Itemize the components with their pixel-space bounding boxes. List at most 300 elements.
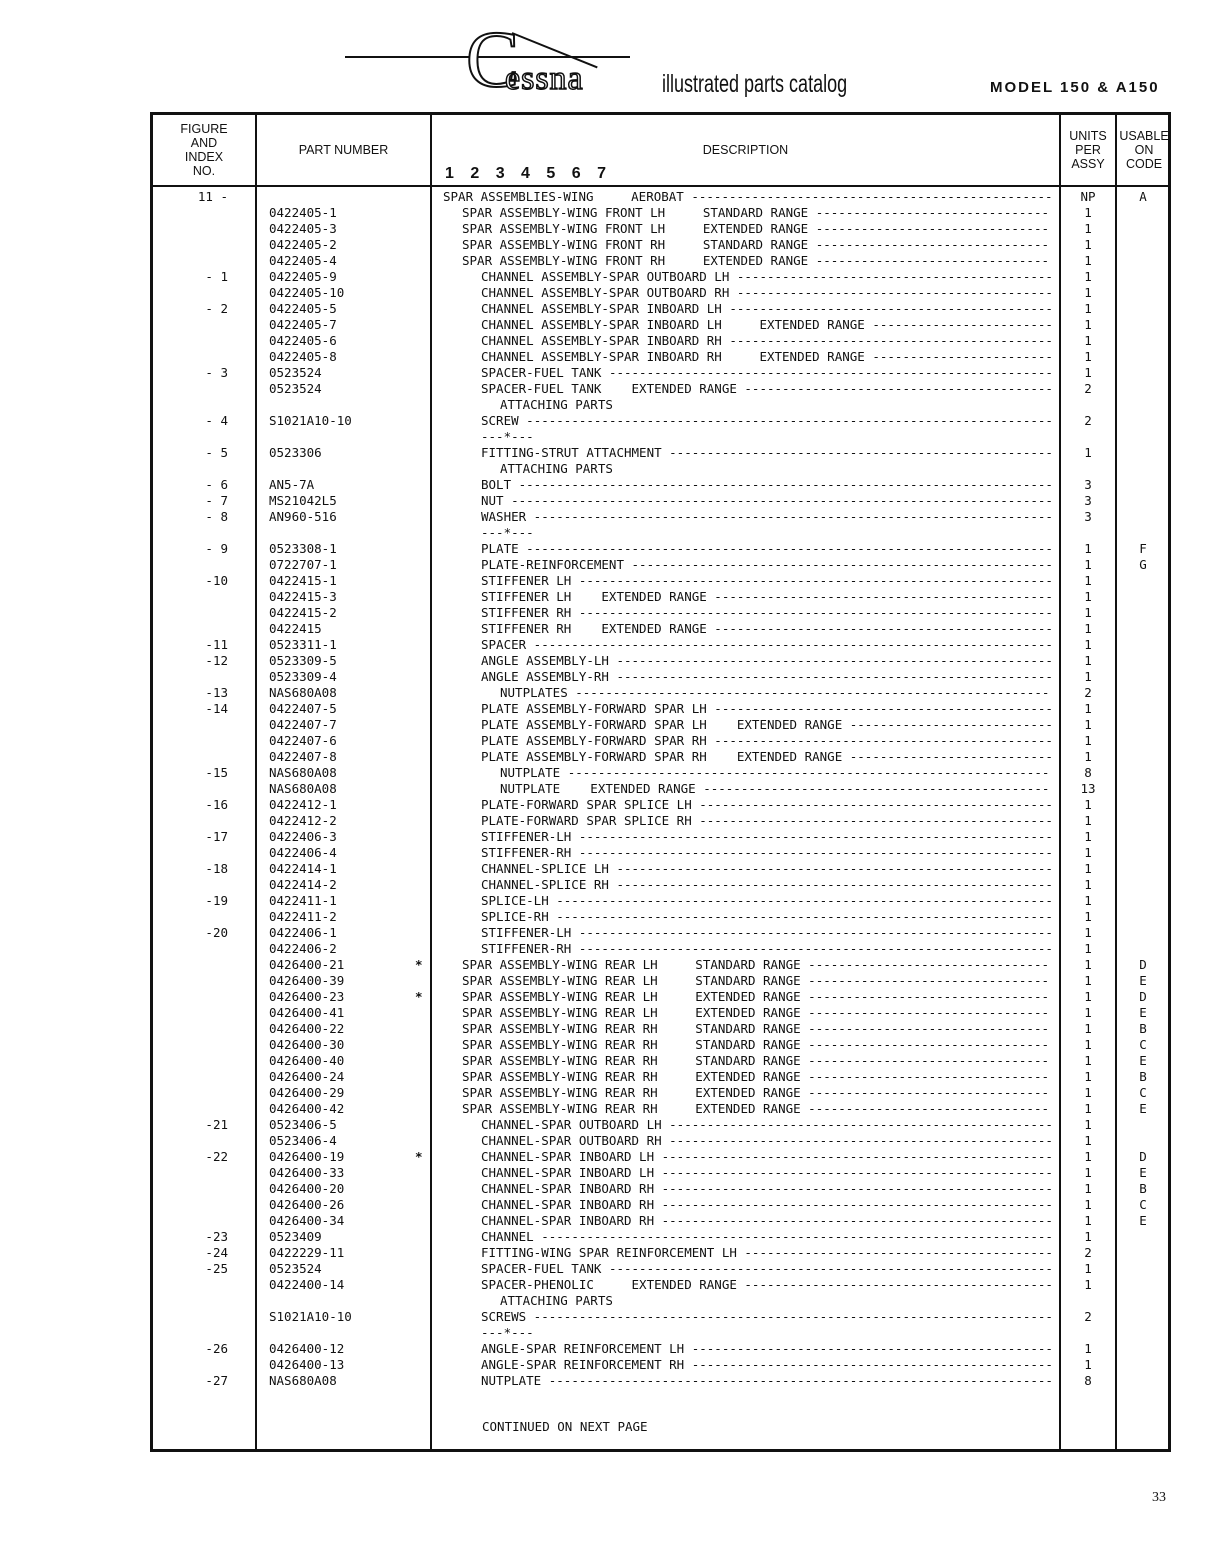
units-per-assy: 1	[1084, 1117, 1092, 1132]
description: NUTPLATE ----------------------------------------------------------------	[500, 765, 1050, 780]
units-per-assy: 2	[1084, 1245, 1092, 1260]
usable-code: A	[1139, 189, 1147, 204]
units-per-assy: 1	[1084, 637, 1092, 652]
units-per-assy: 1	[1084, 365, 1092, 380]
part-number: S1021A10-10	[269, 1309, 352, 1324]
usable-code: E	[1139, 1101, 1147, 1116]
part-number: 0422407-5	[269, 701, 337, 716]
leader-dashes: --------------------------------	[800, 1021, 1050, 1036]
description: SPAR ASSEMBLY-WING REAR LH STANDARD RANGE --------------------------------	[462, 973, 1050, 988]
leader-dashes: --------------------------------------------------------	[624, 557, 1053, 572]
revision-mark: *	[415, 989, 423, 1004]
leader-dashes: -----------------------------------------	[736, 381, 1053, 396]
leader-dashes: ----------------------------------------------	[695, 781, 1050, 796]
description: ANGLE-SPAR REINFORCEMENT LH ------------------------------------------------	[481, 1341, 1053, 1356]
leader-dashes: ---------------------------------------------	[706, 733, 1053, 748]
usable-column-header	[1117, 115, 1171, 185]
part-number: S1021A10-10	[269, 413, 352, 428]
figure-index: -20	[205, 925, 228, 940]
table-row	[153, 765, 1168, 781]
description: SCREW ----------------------------------------------------------------------	[481, 413, 1053, 428]
table-row	[153, 973, 1168, 989]
leader-dashes: -----------------------------------------------	[691, 797, 1053, 812]
figure-index: -26	[205, 1341, 228, 1356]
usable-code: F	[1139, 541, 1147, 556]
units-per-assy: 1	[1084, 1261, 1092, 1276]
units-per-assy: 2	[1084, 685, 1092, 700]
figure-index: - 4	[205, 413, 228, 428]
description: SPLICE-RH ------------------------------------------------------------------	[481, 909, 1053, 924]
part-number: 0422407-6	[269, 733, 337, 748]
units-per-assy: 1	[1084, 733, 1092, 748]
description: SPACER-PHENOLIC EXTENDED RANGE -----------------------------------------	[481, 1277, 1053, 1292]
parts-rows	[153, 189, 1168, 1389]
figure-index: - 9	[205, 541, 228, 556]
leader-dashes: -------------------------------	[808, 205, 1050, 220]
description: STIFFENER RH ---------------------------------------------------------------	[481, 605, 1053, 620]
table-row	[153, 317, 1168, 333]
table-row	[153, 605, 1168, 621]
leader-dashes: ---------------------------	[842, 749, 1053, 764]
description: SPAR ASSEMBLY-WING FRONT LH EXTENDED RANGE -------------------------------	[462, 221, 1050, 236]
description: SPACER-FUEL TANK -----------------------------------------------------------	[481, 365, 1053, 380]
description: SPAR ASSEMBLY-WING REAR RH EXTENDED RANGE --------------------------------	[462, 1101, 1050, 1116]
part-number: 0426400-34	[269, 1213, 345, 1228]
leader-dashes: ----------------------------------------------------------	[608, 669, 1053, 684]
part-number: 0422405-3	[269, 221, 337, 236]
table-row	[153, 717, 1168, 733]
leader-dashes: ----------------------------------------------------	[654, 1165, 1053, 1180]
description: WASHER ---------------------------------------------------------------------	[481, 509, 1053, 524]
table-row	[153, 1213, 1168, 1229]
leader-dashes: ----------------------------------------------------	[654, 1181, 1053, 1196]
part-number: 0426400-26	[269, 1197, 345, 1212]
part-number: NAS680A08	[269, 685, 337, 700]
table-row	[153, 1149, 1168, 1165]
part-number: 0422405-5	[269, 301, 337, 316]
revision-mark: *	[415, 957, 423, 972]
description: CHANNEL-SPLICE RH ----------------------------------------------------------	[481, 877, 1053, 892]
units-per-assy: 1	[1084, 653, 1092, 668]
description: SPAR ASSEMBLY-WING FRONT RH EXTENDED RANGE -------------------------------	[462, 253, 1050, 268]
description: CHANNEL --------------------------------------------------------------------	[481, 1229, 1053, 1244]
description: SCREWS ---------------------------------------------------------------------	[481, 1309, 1053, 1324]
table-row	[153, 957, 1168, 973]
leader-dashes: ----------------------------------------------------	[654, 1213, 1053, 1228]
table-row	[153, 877, 1168, 893]
description: NUTPLATE EXTENDED RANGE ----------------------------------------------	[500, 781, 1050, 796]
figure-index: -24	[205, 1245, 228, 1260]
part-number: 0523524	[269, 1261, 322, 1276]
description: CHANNEL-SPAR OUTBOARD LH ---------------------------------------------------	[481, 1117, 1053, 1132]
leader-dashes: -----------------------------------------------------------	[601, 365, 1053, 380]
part-number: NAS680A08	[269, 1373, 337, 1388]
table-row	[153, 253, 1168, 269]
description: ANGLE ASSEMBLY-LH ----------------------------------------------------------	[481, 653, 1053, 668]
page-header	[0, 0, 1212, 110]
leader-dashes: ---------------------------------------------------------------	[567, 685, 1050, 700]
leader-dashes: -----------------------------------------	[736, 1277, 1053, 1292]
description: FITTING-STRUT ATTACHMENT ---------------------------------------------------	[481, 445, 1053, 460]
usable-code: B	[1139, 1021, 1147, 1036]
header-text: AND	[190, 136, 218, 150]
header-text: FIGURE	[180, 122, 228, 136]
part-number: 0422405-4	[269, 253, 337, 268]
figure-index: - 6	[205, 477, 228, 492]
part-number: NAS680A08	[269, 765, 337, 780]
leader-dashes: -----------------------------------------------------------------------	[511, 477, 1053, 492]
table-row	[153, 1133, 1168, 1149]
leader-dashes: ----------------------------------------------------	[654, 1197, 1053, 1212]
description: PLATE-FORWARD SPAR SPLICE RH -----------------------------------------------	[481, 813, 1053, 828]
units-per-assy: 1	[1084, 909, 1092, 924]
units-per-assy: 1	[1084, 221, 1092, 236]
part-number: 0422415	[269, 621, 322, 636]
description: ---*---	[481, 429, 534, 444]
leader-dashes: ---------------------------------------------	[706, 589, 1053, 604]
table-row	[153, 1005, 1168, 1021]
leader-dashes: ---------------------------------------------------	[661, 445, 1053, 460]
leader-dashes: ---------------------------------------------	[706, 701, 1053, 716]
header-text: DESCRIPTION	[702, 143, 789, 157]
figure-index: -14	[205, 701, 228, 716]
description: CHANNEL-SPAR INBOARD LH ----------------------------------------------------	[481, 1165, 1053, 1180]
revision-mark: *	[415, 1149, 423, 1164]
leader-dashes: --------------------------------	[800, 1085, 1050, 1100]
table-row	[153, 1261, 1168, 1277]
table-row	[153, 797, 1168, 813]
table-row	[153, 413, 1168, 429]
usable-code: E	[1139, 1213, 1147, 1228]
figure-index: - 5	[205, 445, 228, 460]
part-number: 0422407-8	[269, 749, 337, 764]
units-per-assy: 1	[1084, 333, 1092, 348]
figure-index: 11 -	[197, 189, 228, 204]
table-row	[153, 1293, 1168, 1309]
part-number: 0426400-39	[269, 973, 345, 988]
part-number: 0426400-30	[269, 1037, 345, 1052]
leader-dashes: --------------------------------	[800, 973, 1050, 988]
leader-dashes: --------------------------------	[800, 1069, 1050, 1084]
part-number: 0422405-7	[269, 317, 337, 332]
leader-dashes: --------------------------------	[800, 1037, 1050, 1052]
units-per-assy: 1	[1084, 301, 1092, 316]
table-row	[153, 749, 1168, 765]
table-row	[153, 445, 1168, 461]
description: PLATE ASSEMBLY-FORWARD SPAR RH ---------------------------------------------	[481, 733, 1053, 748]
figure-index: -10	[205, 573, 228, 588]
leader-dashes: -----------------------------------------------------------	[601, 1261, 1053, 1276]
leader-dashes: ---------------------------------------------------------------------	[526, 1309, 1053, 1324]
page-number: 33	[1152, 1490, 1166, 1505]
table-row	[153, 1117, 1168, 1133]
table-row	[153, 989, 1168, 1005]
figure-column-header	[153, 115, 255, 185]
description: PLATE ----------------------------------------------------------------------	[481, 541, 1053, 556]
part-number: 0523311-1	[269, 637, 337, 652]
table-row	[153, 285, 1168, 301]
table-row	[153, 1229, 1168, 1245]
description: SPAR ASSEMBLY-WING REAR RH EXTENDED RANGE --------------------------------	[462, 1069, 1050, 1084]
units-per-assy: 1	[1084, 1053, 1092, 1068]
units-per-assy: 1	[1084, 877, 1092, 892]
units-per-assy: 1	[1084, 349, 1092, 364]
indent-digits: 1 2 3 4 5 6 7	[445, 165, 612, 182]
description: SPACER ---------------------------------------------------------------------	[481, 637, 1053, 652]
part-number: 0523406-5	[269, 1117, 337, 1132]
part-number: 0722707-1	[269, 557, 337, 572]
table-row	[153, 349, 1168, 365]
table-row	[153, 429, 1168, 445]
table-row	[153, 573, 1168, 589]
part-number: NAS680A08	[269, 781, 337, 796]
description: STIFFENER LH ---------------------------------------------------------------	[481, 573, 1053, 588]
table-row	[153, 1309, 1168, 1325]
usable-code: G	[1139, 557, 1147, 572]
part-number: 0422405-6	[269, 333, 337, 348]
description: ---*---	[481, 1325, 534, 1340]
usable-code: E	[1139, 973, 1147, 988]
table-row	[153, 845, 1168, 861]
units-per-assy: 1	[1084, 1277, 1092, 1292]
leader-dashes: ------------------------------------------------	[684, 1341, 1053, 1356]
table-row	[153, 477, 1168, 493]
units-per-assy: 1	[1084, 1101, 1092, 1116]
table-row	[153, 1021, 1168, 1037]
part-number: 0422406-1	[269, 925, 337, 940]
leader-dashes: ------------------------	[864, 349, 1053, 364]
table-row	[153, 1085, 1168, 1101]
part-number: 0422405-9	[269, 269, 337, 284]
description: ATTACHING PARTS	[500, 397, 613, 412]
units-per-assy: 2	[1084, 381, 1092, 396]
units-per-assy: 3	[1084, 477, 1092, 492]
units-per-assy: 1	[1084, 253, 1092, 268]
description: CHANNEL ASSEMBLY-SPAR INBOARD LH EXTENDED RANGE ------------------------	[481, 317, 1053, 332]
leader-dashes: ------------------------------------------------------------------	[548, 909, 1053, 924]
part-number: 0422406-2	[269, 941, 337, 956]
leader-dashes: ---------------------------------------------------------------	[571, 941, 1053, 956]
table-row	[153, 269, 1168, 285]
leader-dashes: --------------------------------	[800, 957, 1050, 972]
leader-dashes: ----------------------------------------------------	[654, 1149, 1053, 1164]
figure-index: -12	[205, 653, 228, 668]
part-number: 0523409	[269, 1229, 322, 1244]
part-number: 0422405-1	[269, 205, 337, 220]
part-number: 0422412-1	[269, 797, 337, 812]
description: STIFFENER-RH ---------------------------------------------------------------	[481, 845, 1053, 860]
units-per-assy: 1	[1084, 1005, 1092, 1020]
description: ATTACHING PARTS	[500, 461, 613, 476]
figure-index: -17	[205, 829, 228, 844]
description: SPAR ASSEMBLY-WING REAR LH EXTENDED RANGE --------------------------------	[462, 989, 1050, 1004]
units-per-assy: 1	[1084, 749, 1092, 764]
figure-index: - 3	[205, 365, 228, 380]
table-row	[153, 1357, 1168, 1373]
leader-dashes: ---------------------------------------------	[706, 621, 1053, 636]
units-per-assy: 1	[1084, 205, 1092, 220]
part-number: 0426400-24	[269, 1069, 345, 1084]
leader-dashes: ------------------------------------------	[729, 269, 1053, 284]
description: ANGLE-SPAR REINFORCEMENT RH ------------------------------------------------	[481, 1357, 1053, 1372]
figure-index: -18	[205, 861, 228, 876]
catalog-title: illustrated parts catalog	[662, 70, 848, 98]
table-row	[153, 1325, 1168, 1341]
units-per-assy: 1	[1084, 989, 1092, 1004]
units-per-assy: 1	[1084, 605, 1092, 620]
units-per-assy: 2	[1084, 1309, 1092, 1324]
units-per-assy: 1	[1084, 797, 1092, 812]
description: CHANNEL-SPAR INBOARD RH ----------------------------------------------------	[481, 1197, 1053, 1212]
table-row	[153, 893, 1168, 909]
part-number: 0426400-29	[269, 1085, 345, 1100]
table-row	[153, 669, 1168, 685]
description: BOLT -----------------------------------------------------------------------	[481, 477, 1053, 492]
table-row	[153, 1069, 1168, 1085]
leader-dashes: ------------------------------------------------	[684, 1357, 1053, 1372]
part-number-column-header	[257, 115, 430, 185]
table-row	[153, 205, 1168, 221]
part-number: AN5-7A	[269, 477, 315, 492]
figure-index: -27	[205, 1373, 228, 1388]
part-number: 0426400-41	[269, 1005, 345, 1020]
units-per-assy: 1	[1084, 717, 1092, 732]
part-number: 0422406-3	[269, 829, 337, 844]
figure-index: -22	[205, 1149, 228, 1164]
units-per-assy: 8	[1084, 1373, 1092, 1388]
units-per-assy: 1	[1084, 893, 1092, 908]
table-row	[153, 493, 1168, 509]
table-row	[153, 1277, 1168, 1293]
description: ATTACHING PARTS	[500, 1293, 613, 1308]
leader-dashes: --------------------------------	[800, 1101, 1050, 1116]
description: CHANNEL-SPAR OUTBOARD RH ---------------------------------------------------	[481, 1133, 1053, 1148]
table-row	[153, 189, 1168, 205]
table-row	[153, 653, 1168, 669]
description: SPAR ASSEMBLY-WING FRONT LH STANDARD RANGE -------------------------------	[462, 205, 1050, 220]
part-number: 0422229-11	[269, 1245, 345, 1260]
header-text: INDEX	[184, 150, 224, 164]
table-row	[153, 1341, 1168, 1357]
description: STIFFENER-LH ---------------------------------------------------------------	[481, 829, 1053, 844]
figure-index: -11	[205, 637, 228, 652]
part-number: 0523306	[269, 445, 322, 460]
header-text: CODE	[1125, 157, 1163, 171]
part-number: 0422414-1	[269, 861, 337, 876]
part-number: 0523524	[269, 365, 322, 380]
leader-dashes: -------------------------------------------------------------------	[541, 1373, 1053, 1388]
description: SPAR ASSEMBLY-WING REAR RH STANDARD RANGE --------------------------------	[462, 1037, 1050, 1052]
table-row	[153, 701, 1168, 717]
part-number: 0422414-2	[269, 877, 337, 892]
description: PLATE-FORWARD SPAR SPLICE LH -----------------------------------------------	[481, 797, 1053, 812]
part-number: 0523406-4	[269, 1133, 337, 1148]
part-number: 0523524	[269, 381, 322, 396]
table-row	[153, 813, 1168, 829]
description: PLATE ASSEMBLY-FORWARD SPAR RH EXTENDED RANGE ---------------------------	[481, 749, 1053, 764]
header-text: UNITS	[1069, 129, 1107, 143]
units-per-assy: 1	[1084, 1149, 1092, 1164]
leader-dashes: ----------------------------------------------------------------------	[518, 413, 1053, 428]
units-per-assy: 1	[1084, 1037, 1092, 1052]
leader-dashes: ---------------------------	[842, 717, 1053, 732]
leader-dashes: -------------------------------------------	[721, 301, 1053, 316]
units-per-assy: 1	[1084, 829, 1092, 844]
table-row	[153, 941, 1168, 957]
leader-dashes: --------------------------------	[800, 989, 1050, 1004]
leader-dashes: ----------------------------------------------------------	[608, 653, 1053, 668]
description: PLATE ASSEMBLY-FORWARD SPAR LH EXTENDED RANGE ---------------------------	[481, 717, 1053, 732]
description: SPACER-FUEL TANK -----------------------------------------------------------	[481, 1261, 1053, 1276]
description: CHANNEL ASSEMBLY-SPAR OUTBOARD RH ------------------------------------------	[481, 285, 1053, 300]
units-per-assy: 1	[1084, 941, 1092, 956]
units-per-assy: 3	[1084, 493, 1092, 508]
part-number: 0422411-1	[269, 893, 337, 908]
description: NUTPLATES ---------------------------------------------------------------	[500, 685, 1050, 700]
units-per-assy: 1	[1084, 1021, 1092, 1036]
table-row	[153, 333, 1168, 349]
leader-dashes: -------------------------------------------	[721, 333, 1053, 348]
part-number: 0422415-3	[269, 589, 337, 604]
leader-dashes: ----------------------------------------------------------	[608, 877, 1053, 892]
leader-dashes: ------------------------	[864, 317, 1053, 332]
leader-dashes: -------------------------------	[808, 253, 1050, 268]
units-per-assy: 1	[1084, 1197, 1092, 1212]
description: CHANNEL ASSEMBLY-SPAR INBOARD RH -------------------------------------------	[481, 333, 1053, 348]
description: STIFFENER RH EXTENDED RANGE ---------------------------------------------	[481, 621, 1053, 636]
header-text: ASSY	[1071, 157, 1105, 171]
leader-dashes: ---------------------------------------------------------------	[571, 573, 1053, 588]
table-row	[153, 685, 1168, 701]
part-number: 0426400-13	[269, 1357, 345, 1372]
part-number: 0523309-5	[269, 653, 337, 668]
figure-index: -21	[205, 1117, 228, 1132]
units-per-assy: 1	[1084, 1229, 1092, 1244]
description: CHANNEL ASSEMBLY-SPAR INBOARD LH -------------------------------------------	[481, 301, 1053, 316]
leader-dashes: ------------------------------------------------------------------------	[503, 493, 1053, 508]
figure-index: - 2	[205, 301, 228, 316]
logo-initial: C	[466, 16, 520, 104]
part-number: 0426400-40	[269, 1053, 345, 1068]
table-row	[153, 1165, 1168, 1181]
units-per-assy: 1	[1084, 957, 1092, 972]
part-number: 0422411-2	[269, 909, 337, 924]
units-per-assy: 1	[1084, 845, 1092, 860]
part-number: 0426400-19	[269, 1149, 345, 1164]
part-number: 0422400-14	[269, 1277, 345, 1292]
figure-index: - 8	[205, 509, 228, 524]
part-number: 0523309-4	[269, 669, 337, 684]
description: SPAR ASSEMBLY-WING REAR RH EXTENDED RANGE --------------------------------	[462, 1085, 1050, 1100]
units-per-assy: 1	[1084, 621, 1092, 636]
table-row	[153, 525, 1168, 541]
description: ANGLE ASSEMBLY-RH ----------------------------------------------------------	[481, 669, 1053, 684]
table-row	[153, 541, 1168, 557]
units-per-assy: 8	[1084, 765, 1092, 780]
units-per-assy: 1	[1084, 1357, 1092, 1372]
units-per-assy: 1	[1084, 445, 1092, 460]
figure-index: -15	[205, 765, 228, 780]
continued-row	[153, 1419, 1168, 1435]
table-row	[153, 1245, 1168, 1261]
part-number: 0523308-1	[269, 541, 337, 556]
leader-dashes: ----------------------------------------------------------------------	[518, 541, 1053, 556]
units-per-assy: 1	[1084, 861, 1092, 876]
usable-code: D	[1139, 957, 1147, 972]
table-row	[153, 365, 1168, 381]
units-per-assy: 1	[1084, 573, 1092, 588]
leader-dashes: ---------------------------------------------------	[661, 1117, 1053, 1132]
